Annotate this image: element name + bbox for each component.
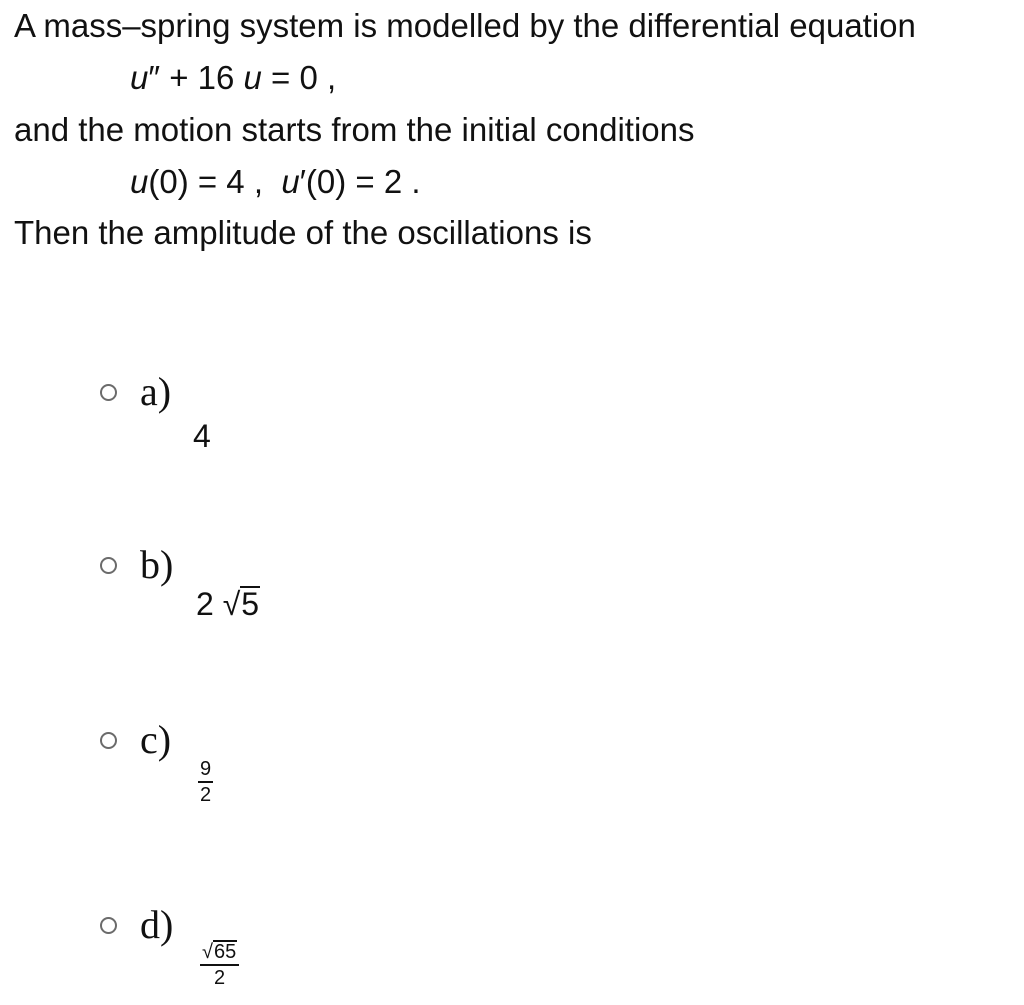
option-c-radio[interactable] — [100, 732, 117, 749]
option-b-radio[interactable] — [100, 557, 117, 574]
option-d-numerator — [200, 940, 239, 964]
eq-plus: + 16 — [160, 59, 244, 96]
cond-part-1: (0) = 4 , — [148, 163, 282, 200]
option-d-denominator: 2 — [214, 967, 226, 989]
differential-equation — [130, 58, 336, 98]
option-a-letter: a) — [140, 369, 172, 414]
option-c-numerator: 9 — [200, 758, 212, 780]
option-d-radio[interactable] — [100, 917, 117, 934]
initial-conditions — [130, 162, 421, 202]
question-line-2: and the motion starts from the initial conditions — [14, 111, 695, 148]
cond-u-2: u — [281, 163, 300, 200]
option-d-sqrt: √65 — [202, 941, 237, 963]
option-d-radicand: 65 — [213, 941, 237, 963]
question-line-1: A mass–spring system is modelled by the differential equation — [14, 7, 916, 44]
option-a-radio[interactable] — [100, 384, 117, 401]
eq-u: u — [130, 59, 149, 96]
option-b-letter: b) — [140, 542, 174, 587]
cond-prime: ′ — [299, 163, 306, 200]
option-c-denominator: 2 — [200, 784, 212, 806]
option-d-answer — [200, 940, 239, 988]
option-c-letter: c) — [140, 717, 172, 762]
cond-u: u — [130, 163, 149, 200]
question-line-3: Then the amplitude of the oscillations is — [14, 214, 592, 251]
option-d-fraction — [200, 940, 239, 988]
eq-u-2: u — [243, 59, 262, 96]
eq-rest: = 0 , — [261, 59, 337, 96]
option-c-fraction — [198, 759, 213, 805]
eq-double-prime: ″ — [148, 59, 161, 96]
cond-part-2: (0) = 2 . — [305, 163, 421, 200]
option-b-radicand: 5 — [241, 586, 260, 622]
option-d-letter: d) — [140, 902, 174, 947]
option-b-sqrt: √5 — [222, 586, 260, 622]
option-b-answer — [196, 586, 260, 623]
option-c-answer — [198, 758, 213, 805]
option-b-coef: 2 — [196, 586, 214, 622]
option-a-answer: 4 — [193, 418, 211, 454]
